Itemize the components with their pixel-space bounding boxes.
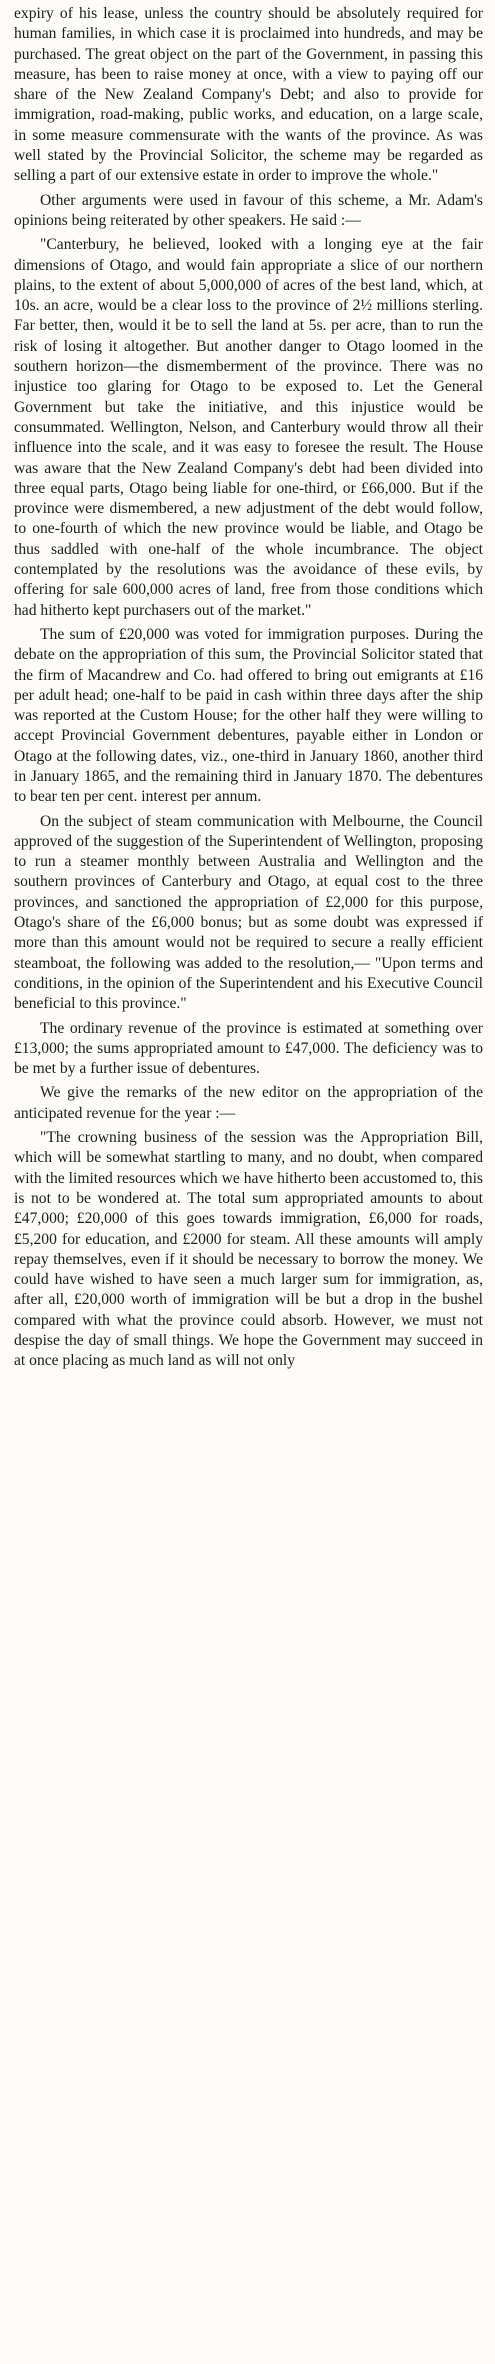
paragraph-steam-communication: On the subject of steam communication with Melbourne, the Council approved of the suggestion of the Superintendent of Wellington, proposing to run a steamer monthly between Australia and Wellington and the southern provinces of Canterbury and Otago, at equal cost to the three provinces, and sanctioned the appropriation of £2,000 for this purpose, Otago's share of the £6,000 bonus; but as some doubt was expressed if more than this amount would not be required to secure a really efficient steamboat, the following was added to the resolution,— "Upon terms and conditions, in the opinion of the Superintendent and his Executive Council beneficial to this province." [14,812,483,1013]
paragraph-ordinary-revenue: The ordinary revenue of the province is estimated at something over £13,000; the sums appropriated amount to £47,000. The deficiency was to be met by a further issue of debentures. [14,1019,483,1078]
paragraph-canterbury-quote: "Canterbury, he believed, looked with a longing eye at the fair dimensions of Otago, and would fain appropriate a slice of our northern plains, to the extent of about 5,000,000 of acres of the best land, which, at 10s. an acre, would be a clear loss to the province of 2½ millions sterling. Far better, then, would it be to sell the land at 5s. per acre, than to run the risk of losing it altogether. But another danger to Otago loomed in the southern horizon—the dismemberment of the province. There was no injustice too glaring for Otago to be exposed to. Let the General Government but take the initiative, and this injustice would be consummated. Wellington, Nelson, and Canterbury would throw all their influence into the scale, and it was easy to foresee the result. The House was aware that the New Zealand Company's debt had been divided into three equal parts, Otago being liable for one-third, or £66,000. But if the province were dismembered, a new adjustment of the debt would follow, to one-fourth of which the new province would be liable, and Otago be thus saddled with one-half of the whole incumbrance. The object contemplated by the resolutions was the avoidance of these evils, by offering for sale 600,000 acres of land, free from those conditions which had hitherto kept purchasers out of the market." [14,236,483,619]
paragraph-lease-expiry: expiry of his lease, unless the country should be absolutely required for human families, in which case it is proclaimed into hundreds, and may be purchased. The great object on the part of the Government, in passing this measure, has been to raise money at once, with a view to paying off our share of the New Zealand Company's Debt; and also to provide for immigration, road-making, public works, and education, on a large scale, in some measure commensurate with the wants of the province. As was well stated by the Provincial Solicitor, the scheme may be regarded as selling a part of our extensive estate in order to improve the whole." [14,5,483,185]
paragraph-other-arguments: Other arguments were used in favour of this scheme, a Mr. Adam's opinions being reiterated by other speakers. He said :— [14,191,483,229]
paragraph-appropriation-bill-quote: "The crowning business of the session was the Appropriation Bill, which will be somewhat startling to many, and no doubt, when compared with the limited resources which we have hitherto been accustomed to, this is not to be wondered at. The total sum appropriated amounts to about £47,000; £20,000 of this goes towards immigration, £6,000 for roads, £5,200 for education, and £2000 for steam. All these amounts will amply repay themselves, even if it should be necessary to borrow the money. We could have wished to have seen a much larger sum for immigration, as, after all, £20,000 worth of immigration will be but a drop in the bushel compared with what the province could absorb. However, we must not despise the day of small things. We hope the Government may succeed in at once placing as much land as will not only [14,1129,483,1370]
paragraph-editor-remarks-intro: We give the remarks of the new editor on the appropriation of the anticipated revenue for the year :— [14,1084,483,1122]
paragraph-immigration-vote: The sum of £20,000 was voted for immigration purposes. During the debate on the appropriation of this sum, the Provincial Solicitor stated that the firm of Macandrew and Co. had offered to bring out emigrants at £16 per adult head; one-half to be paid in cash within three days after the ship was reported at the Custom House; for the other half they were willing to accept Provincial Government debentures, payable either in London or Otago at the following dates, viz., one-third in January 1860, another third in January 1865, and the remaining third in January 1870. The debentures to bear ten per cent. interest per annum. [14,625,483,806]
